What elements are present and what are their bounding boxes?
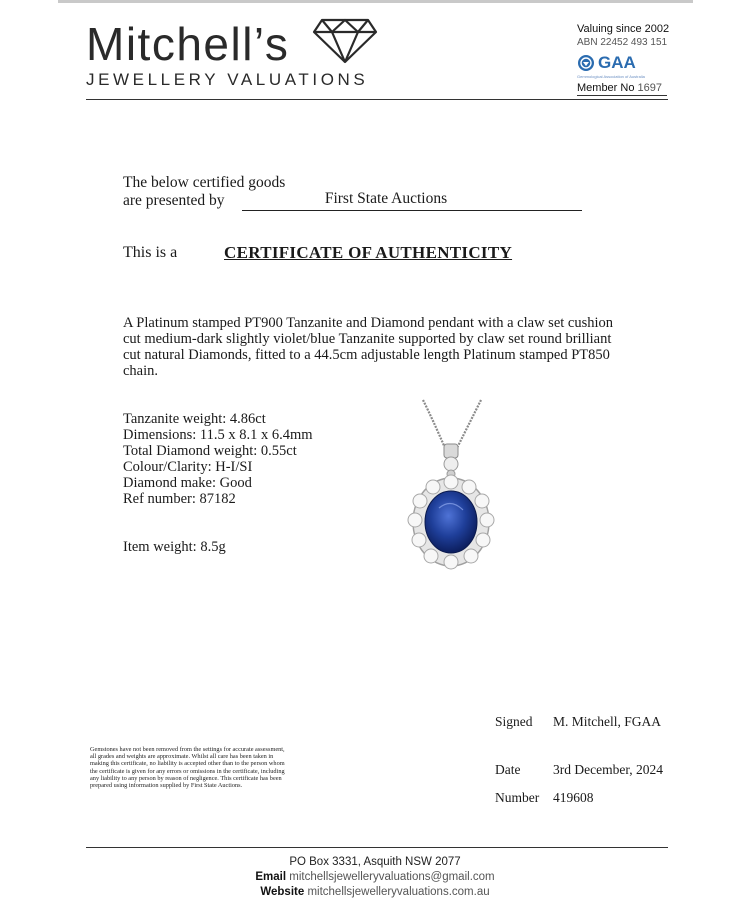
member-divider	[577, 95, 667, 96]
presenter-name: First State Auctions	[324, 190, 448, 207]
member-label: Member No	[577, 82, 635, 94]
disclaimer: Gemstones have not been removed from the settings for accurate assessment, all grades and weights are approximate. Whilst all care has been taken in making this certificate, no liability is accepted other than to the person whom the certificate is given for any errors or omissions in the certificate, including any liability to any person by reason of negligence. This certificate has been prepared using information supplied by First State Auctions.	[90, 746, 285, 790]
footer-email	[0, 871, 750, 883]
brand-subtitle: JEWELLERY VALUATIONS	[86, 70, 369, 89]
intro-line-2: are presented by	[123, 192, 225, 209]
spec-ref-number: Ref number: 87182	[123, 491, 236, 507]
signed-value: M. Mitchell, FGAA	[553, 714, 661, 729]
gaa-fullname: Gemmological Association of Australia	[577, 74, 645, 79]
certificate-title: CERTIFICATE OF AUTHENTICITY	[224, 243, 513, 262]
presenter-field	[242, 191, 582, 211]
certificate-prefix: This is a	[123, 244, 178, 261]
pendant-photo	[395, 398, 505, 576]
header-divider	[86, 99, 668, 100]
gaa-logo-icon	[577, 54, 595, 72]
item-description: A Platinum stamped PT900 Tanzanite and Diamond pendant with a claw set cushion cut medium-dark slightly violet/blue Tanzanite supported by claw set round brilliant cut natural Diamonds, fitted to a 44.5cm adjustable length Platinum stamped PT850 chain.	[123, 315, 614, 379]
item-weight: Item weight: 8.5g	[123, 539, 226, 555]
number-value: 419608	[553, 790, 594, 805]
member-no-value: 1697	[637, 82, 663, 94]
member-number	[577, 82, 662, 94]
diamond-logo-icon	[312, 16, 378, 66]
valuing-since: Valuing since 2002	[577, 23, 670, 35]
footer-website	[0, 886, 750, 898]
specs-list	[123, 411, 313, 507]
signed-label: Signed	[495, 714, 533, 729]
spec-diamond-weight: Total Diamond weight: 0.55ct	[123, 443, 297, 459]
date-label: Date	[495, 762, 521, 777]
abn-number: ABN 22452 493 151	[577, 37, 668, 48]
footer-address: PO Box 3331, Asquith NSW 2077	[289, 856, 461, 868]
email-label: Email	[255, 871, 287, 883]
email-link[interactable]: mitchellsjewelleryvaluations@gmail.com	[289, 871, 495, 883]
gaa-text: GAA	[598, 53, 636, 72]
brand-name: Mitchell’s	[86, 18, 290, 70]
number-label: Number	[495, 790, 540, 805]
date-value: 3rd December, 2024	[553, 762, 664, 777]
intro-line-1: The below certified goods	[123, 174, 286, 191]
spec-colour-clarity: Colour/Clarity: H-I/SI	[123, 459, 253, 475]
footer-divider	[86, 847, 668, 848]
spec-diamond-make: Diamond make: Good	[123, 475, 252, 491]
website-link[interactable]: mitchellsjewelleryvaluations.com.au	[307, 886, 490, 898]
website-label: Website	[260, 886, 305, 898]
spec-tanzanite-weight: Tanzanite weight: 4.86ct	[123, 411, 266, 427]
spec-dimensions: Dimensions: 11.5 x 8.1 x 6.4mm	[123, 427, 313, 443]
top-border	[58, 0, 693, 3]
